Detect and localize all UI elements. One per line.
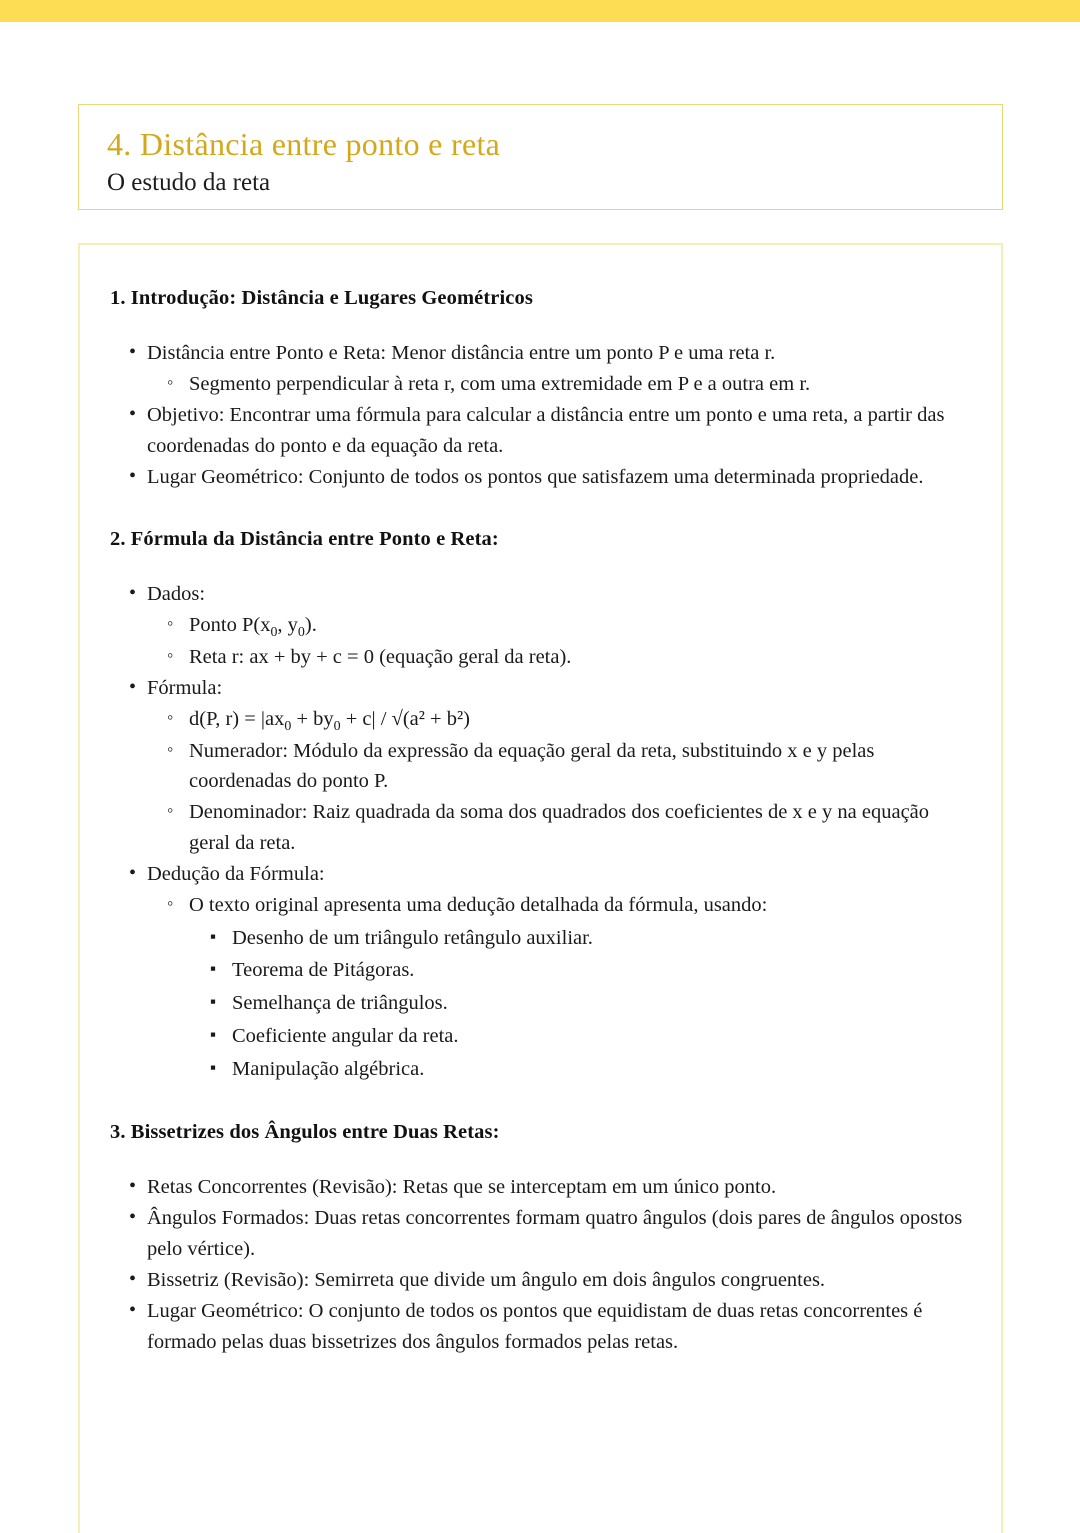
list-item-text: • Objetivo: Encontrar uma fórmula para calcular a distância entre um ponto e uma reta, a partir das coordenadas do ponto e da equação da reta. — [147, 400, 967, 461]
bullet-list-level-3 — [189, 923, 967, 1086]
list-item-text: • Retas Concorrentes (Revisão): Retas que se interceptam em um único ponto. — [147, 1172, 967, 1202]
list-item-text: • Dedução da Fórmula: — [147, 859, 967, 889]
bullet-list-level-1 — [110, 579, 967, 1085]
list-item-text: ▪ Desenho de um triângulo retângulo auxiliar. — [232, 923, 967, 955]
document-content-card — [78, 243, 1003, 1533]
list-item — [147, 890, 967, 1085]
list-item — [147, 797, 967, 858]
list-item-text: • Fórmula: — [147, 673, 967, 703]
list-item-text: ▪ Coeficiente angular da reta. — [232, 1021, 967, 1053]
list-item — [189, 1021, 967, 1053]
bullet-list-level-1 — [110, 338, 967, 493]
list-item-text: • Dados: — [147, 579, 967, 609]
list-item — [110, 1265, 967, 1295]
list-item — [110, 673, 967, 858]
list-item — [147, 369, 967, 399]
list-item-text: ◦ O texto original apresenta uma dedução detalhada da fórmula, usando: — [189, 890, 967, 920]
list-item — [110, 579, 967, 672]
sections-container — [110, 285, 967, 1357]
bullet-list-level-2 — [147, 610, 967, 672]
list-item-text: • Lugar Geométrico: O conjunto de todos os pontos que equidistam de duas retas concorrentes é formado pelas duas bissetrizes dos ângulos formados pelas retas. — [147, 1296, 967, 1357]
list-item — [147, 736, 967, 797]
top-accent-band — [0, 0, 1080, 22]
document-section — [110, 285, 967, 492]
document-header-card — [78, 104, 1003, 210]
list-item-text: ◦ Segmento perpendicular à reta r, com uma extremidade em P e a outra em r. — [189, 369, 967, 399]
document-section — [110, 526, 967, 1085]
list-item-text: • Bissetriz (Revisão): Semirreta que divide um ângulo em dois ângulos congruentes. — [147, 1265, 967, 1295]
list-item-text: ◦ Reta r: ax + by + c = 0 (equação geral da reta). — [189, 642, 967, 672]
list-item-text: ◦ d(P, $r) = |ax_0 + by_0 + c| / √(a^2 + b^2)$ — [189, 704, 967, 734]
list-item-text: ▪ Manipulação algébrica. — [232, 1054, 967, 1086]
list-item — [110, 338, 967, 400]
page-subtitle: O estudo da reta — [107, 169, 271, 197]
list-item — [110, 1172, 967, 1202]
bullet-list-level-2 — [147, 369, 967, 399]
list-item-text: • Lugar Geométrico: Conjunto de todos os pontos que satisfazem uma determinada propriedade. — [147, 462, 967, 492]
section-heading: 3. Bissetrizes dos Ângulos entre Duas Retas: — [110, 1121, 500, 1144]
list-item — [110, 859, 967, 1085]
list-item — [110, 400, 967, 461]
section-heading: 2. Fórmula da Distância entre Ponto e Reta: — [110, 528, 499, 551]
list-item — [110, 1296, 967, 1357]
list-item — [147, 704, 967, 734]
bullet-list-level-2 — [147, 890, 967, 1085]
list-item-text: • Ângulos Formados: Duas retas concorrentes formam quatro ângulos (dois pares de ângulos opostos pelo vértice). — [147, 1203, 967, 1264]
list-item — [110, 1203, 967, 1264]
bullet-list-level-1 — [110, 1172, 967, 1357]
section-heading: 1. Introdução: Distância e Lugares Geométricos — [110, 287, 533, 309]
list-item — [110, 462, 967, 492]
page-title: 4. Distância entre ponto e reta — [107, 126, 501, 162]
list-item-text: ▪ Teorema de Pitágoras. — [232, 955, 967, 987]
list-item — [189, 955, 967, 987]
list-item-text: ◦ Denominador: Raiz quadrada da soma dos quadrados dos coeficientes de x e y na equação geral da reta. — [189, 797, 967, 858]
list-item — [189, 988, 967, 1020]
list-item-text: ▪ Semelhança de triângulos. — [232, 988, 967, 1020]
list-item-text: ◦ Numerador: Módulo da expressão da equação geral da reta, substituindo x e y pelas coordenadas do ponto P. — [189, 736, 967, 797]
bullet-list-level-2 — [147, 704, 967, 858]
list-item — [147, 610, 967, 640]
document-page — [0, 22, 1080, 1528]
list-item-text: • Distância entre Ponto e Reta: Menor distância entre um ponto P e uma reta r. — [147, 338, 967, 368]
list-item — [189, 1054, 967, 1086]
list-item — [189, 923, 967, 955]
document-section — [110, 1119, 967, 1357]
list-item — [147, 642, 967, 672]
list-item-text: ◦ Ponto $P(x_0$, $y_0$). — [189, 610, 967, 640]
